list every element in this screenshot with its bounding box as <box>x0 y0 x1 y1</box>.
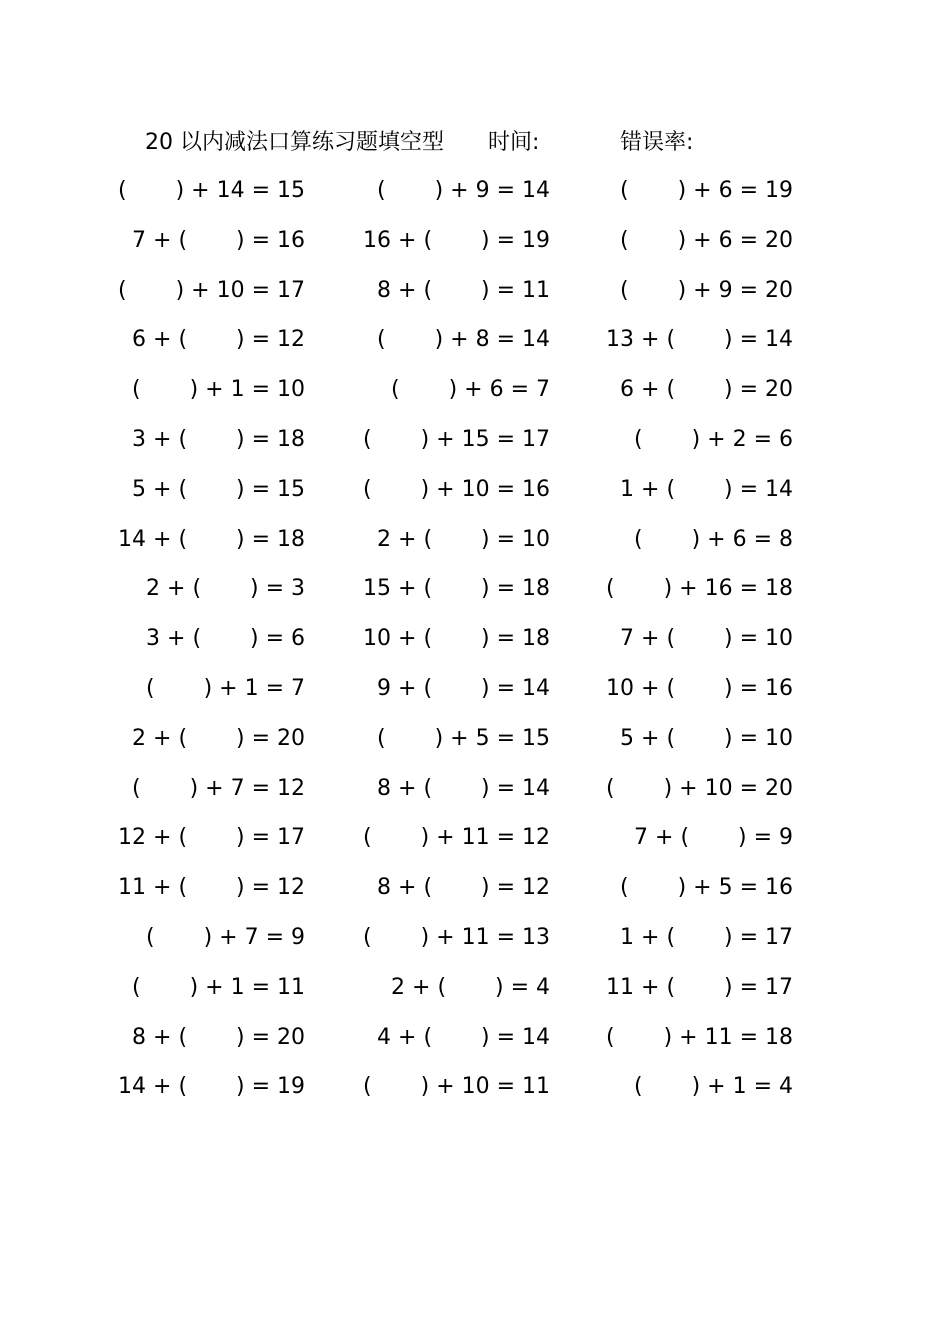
arithmetic-problem: 14 + ( ) = 19 <box>118 1074 305 1100</box>
problem-row <box>0 672 950 722</box>
arithmetic-problem: 9 + ( ) = 14 <box>377 675 550 701</box>
arithmetic-problem: ( ) + 10 = 11 <box>363 1074 550 1100</box>
arithmetic-problem: ( ) + 2 = 6 <box>634 426 793 452</box>
arithmetic-problem: ( ) + 10 = 16 <box>363 476 550 502</box>
arithmetic-problem: 2 + ( ) = 3 <box>146 576 305 602</box>
problem-row <box>0 423 950 473</box>
problem-row <box>0 871 950 921</box>
worksheet-title: 20 以内减法口算练习题填空型 <box>145 130 444 155</box>
problem-row <box>0 174 950 224</box>
arithmetic-problem: 7 + ( ) = 10 <box>620 626 793 652</box>
worksheet-header <box>0 126 950 160</box>
arithmetic-problem: ( ) + 16 = 18 <box>606 576 793 602</box>
error-rate-label: 错误率: <box>620 130 694 155</box>
arithmetic-problem: 10 + ( ) = 18 <box>363 626 550 652</box>
arithmetic-problem: 1 + ( ) = 17 <box>620 924 793 950</box>
problem-grid <box>0 174 950 1120</box>
arithmetic-problem: ( ) + 1 = 10 <box>132 377 305 403</box>
arithmetic-problem: ( ) + 9 = 20 <box>620 277 793 303</box>
arithmetic-problem: 2 + ( ) = 20 <box>132 725 305 751</box>
arithmetic-problem: ( ) + 5 = 16 <box>620 875 793 901</box>
problem-row <box>0 572 950 622</box>
arithmetic-problem: ( ) + 15 = 17 <box>363 426 550 452</box>
arithmetic-problem: 2 + ( ) = 4 <box>391 974 550 1000</box>
arithmetic-problem: ( ) + 6 = 7 <box>391 377 550 403</box>
problem-row <box>0 772 950 822</box>
arithmetic-problem: 1 + ( ) = 14 <box>620 476 793 502</box>
arithmetic-problem: ( ) + 5 = 15 <box>377 725 550 751</box>
arithmetic-problem: 11 + ( ) = 12 <box>118 875 305 901</box>
arithmetic-problem: 8 + ( ) = 11 <box>377 277 550 303</box>
arithmetic-problem: ( ) + 1 = 4 <box>634 1074 793 1100</box>
arithmetic-problem: 6 + ( ) = 12 <box>132 327 305 353</box>
arithmetic-problem: 12 + ( ) = 17 <box>118 825 305 851</box>
problem-row <box>0 971 950 1021</box>
arithmetic-problem: 8 + ( ) = 12 <box>377 875 550 901</box>
arithmetic-problem: 7 + ( ) = 16 <box>132 227 305 253</box>
arithmetic-problem: ( ) + 6 = 20 <box>620 227 793 253</box>
arithmetic-problem: ( ) + 6 = 8 <box>634 526 793 552</box>
problem-row <box>0 224 950 274</box>
arithmetic-problem: ( ) + 8 = 14 <box>377 327 550 353</box>
problem-row <box>0 323 950 373</box>
arithmetic-problem: 8 + ( ) = 14 <box>377 775 550 801</box>
arithmetic-problem: 8 + ( ) = 20 <box>132 1024 305 1050</box>
arithmetic-problem: ( ) + 14 = 15 <box>118 178 305 203</box>
arithmetic-problem: 11 + ( ) = 17 <box>606 974 793 1000</box>
arithmetic-problem: ( ) + 7 = 9 <box>146 924 305 950</box>
arithmetic-problem: ( ) + 10 = 20 <box>606 775 793 801</box>
arithmetic-problem: 13 + ( ) = 14 <box>606 327 793 353</box>
problem-row <box>0 473 950 523</box>
arithmetic-problem: ( ) + 1 = 11 <box>132 974 305 1000</box>
arithmetic-problem: ( ) + 11 = 12 <box>363 825 550 851</box>
problem-row <box>0 274 950 324</box>
arithmetic-problem: 3 + ( ) = 18 <box>132 426 305 452</box>
arithmetic-problem: 14 + ( ) = 18 <box>118 526 305 552</box>
arithmetic-problem: 15 + ( ) = 18 <box>363 576 550 602</box>
arithmetic-problem: ( ) + 9 = 14 <box>377 178 550 203</box>
problem-row <box>0 722 950 772</box>
problem-row <box>0 1070 950 1120</box>
arithmetic-problem: 5 + ( ) = 10 <box>620 725 793 751</box>
arithmetic-problem: 6 + ( ) = 20 <box>620 377 793 403</box>
arithmetic-problem: 16 + ( ) = 19 <box>363 227 550 253</box>
arithmetic-problem: ( ) + 11 = 13 <box>363 924 550 950</box>
arithmetic-problem: 7 + ( ) = 9 <box>634 825 793 851</box>
arithmetic-problem: 10 + ( ) = 16 <box>606 675 793 701</box>
problem-row <box>0 821 950 871</box>
arithmetic-problem: ( ) + 10 = 17 <box>118 277 305 303</box>
arithmetic-problem: 3 + ( ) = 6 <box>146 626 305 652</box>
arithmetic-problem: 5 + ( ) = 15 <box>132 476 305 502</box>
arithmetic-problem: ( ) + 1 = 7 <box>146 675 305 701</box>
arithmetic-problem: ( ) + 11 = 18 <box>606 1024 793 1050</box>
problem-row <box>0 1021 950 1071</box>
arithmetic-problem: ( ) + 7 = 12 <box>132 775 305 801</box>
arithmetic-problem: ( ) + 6 = 19 <box>620 178 793 203</box>
problem-row <box>0 523 950 573</box>
problem-row <box>0 373 950 423</box>
problem-row <box>0 921 950 971</box>
arithmetic-problem: 4 + ( ) = 14 <box>377 1024 550 1050</box>
time-label: 时间: <box>488 130 540 155</box>
problem-row <box>0 622 950 672</box>
arithmetic-problem: 2 + ( ) = 10 <box>377 526 550 552</box>
